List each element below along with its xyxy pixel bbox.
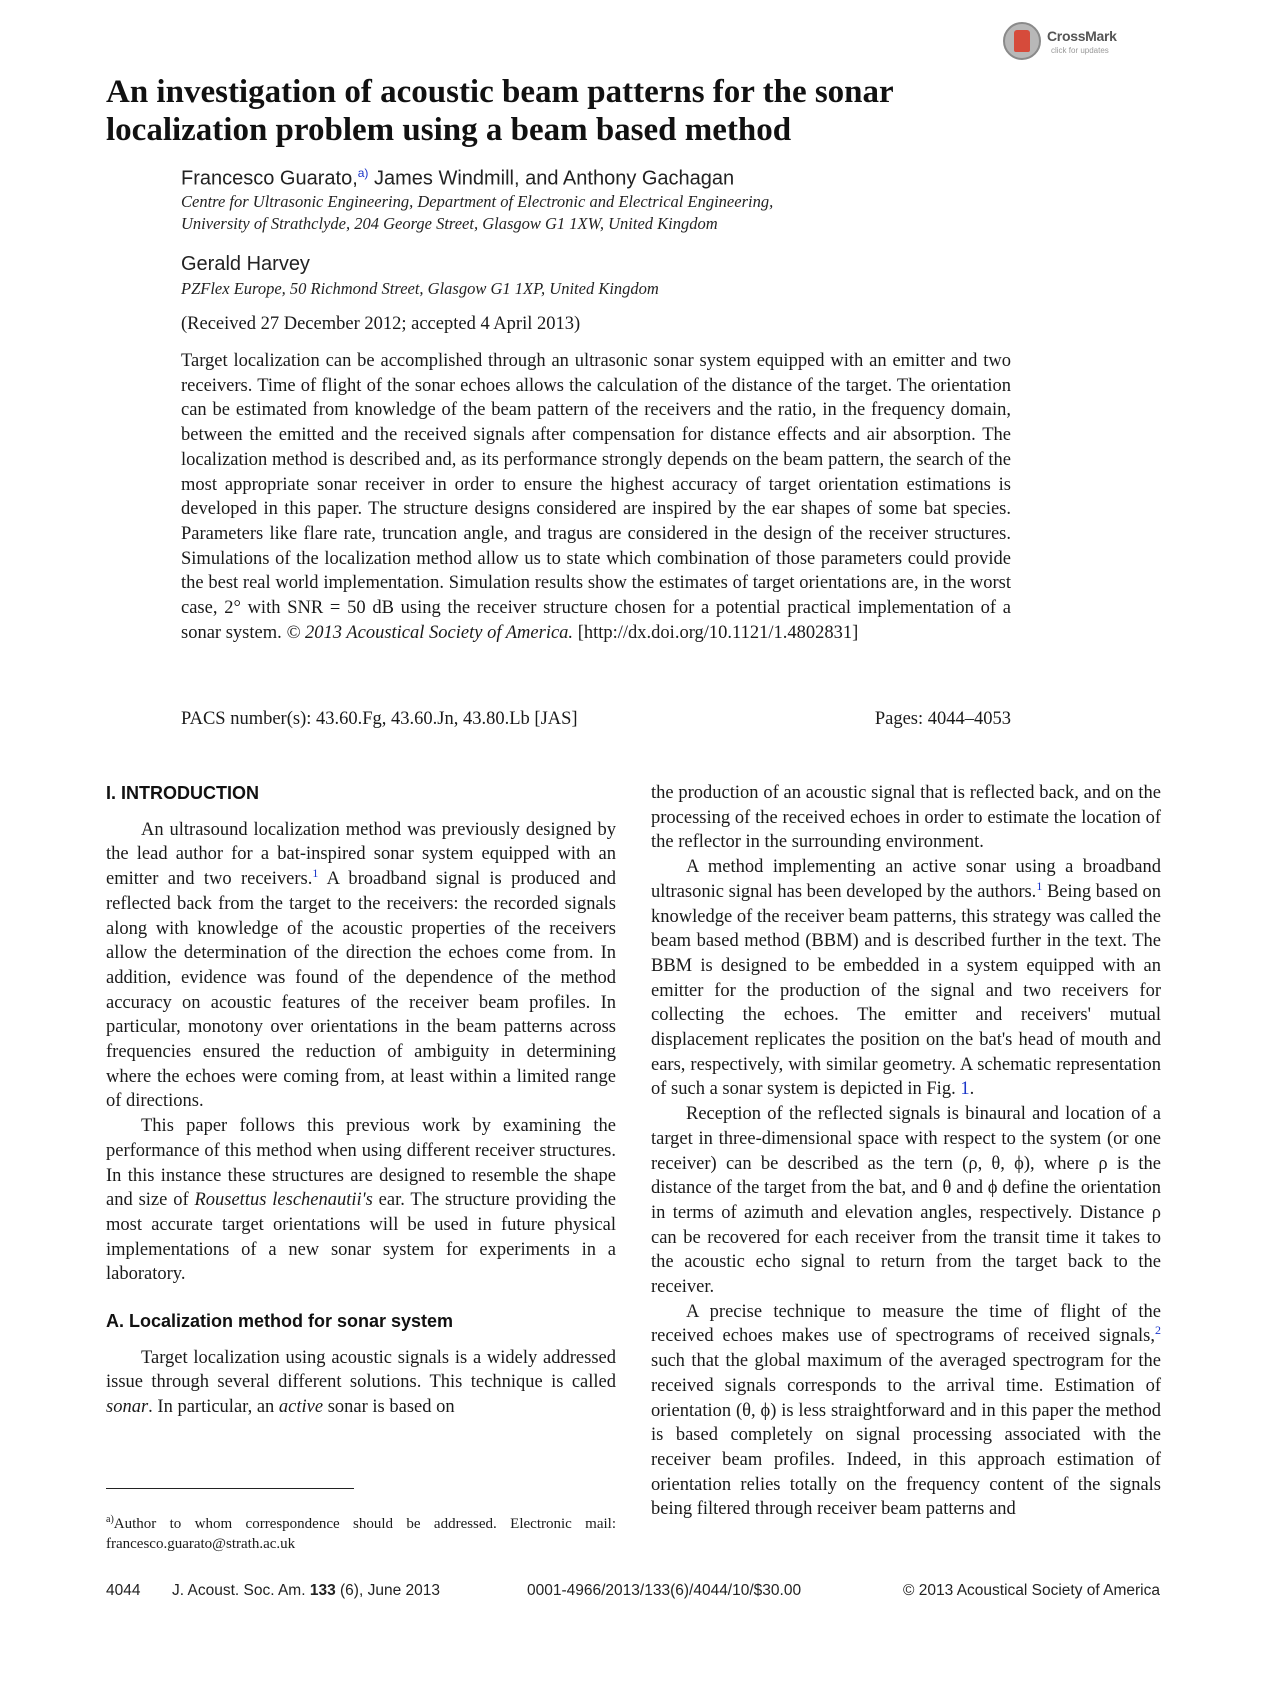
- reference-link-1[interactable]: 1: [1036, 878, 1043, 893]
- intro-paragraph-1: An ultrasound localization method was previously designed by the lead author for a bat-inspired sonar system equipped with an emitter and two receivers.$^1$ A broadband signal is produced and reflected back from the target to the receivers: the recorded signals along with knowledge of the acoustic properties of the receivers allow the determination of the direction the echoes come from. In addition, evidence was found of the dependence of the method accuracy on acoustic features of the receiver beam profiles. In particular, monotony over orientations in the beam patterns across frequencies ensured the reduction of ambiguity in determining where the echoes were coming from, at least within a limited range of directions.: [106, 819, 616, 1112]
- footer-copyright: © 2013 Acoustical Society of America: [903, 1582, 1160, 1599]
- abstract: [181, 349, 1011, 645]
- footer-article-code: 0001-4966/2013/133(6)/4044/10/$30.00: [527, 1582, 802, 1599]
- body-paragraph-reception: Reception of the reflected signals is binaural and location of a target in three-dimensional space with respect to the system (or one receiver) can be described as the tern (ρ, θ, ϕ), where ρ is the distance of the target from the bat, and θ and ϕ define the orientation in terms of azimuth and elevation angles, respectively. Distance ρ can be recovered for each receiver from the transit time it takes to the acoustic echo signal to return from the target back to the receiver.: [651, 1104, 1161, 1298]
- crossmark-label: CrossMark: [1047, 28, 1117, 44]
- reference-link-1[interactable]: 1: [312, 865, 319, 880]
- affiliation-2: PZFlex Europe, 50 Richmond Street, Glasgow G1 1XP, United Kingdom: [181, 279, 659, 298]
- author-list-1: [181, 166, 734, 191]
- right-column: [651, 781, 1161, 1522]
- reference-link-2[interactable]: 2: [1155, 1323, 1161, 1338]
- title-line-2: localization problem using a beam based method: [106, 112, 792, 148]
- author-footnote-link[interactable]: a): [357, 166, 369, 180]
- abstract-copyright: © 2013 Acoustical Society of America.: [286, 622, 574, 643]
- crossmark-sublabel: click for updates: [1051, 46, 1109, 55]
- received-dates: (Received 27 December 2012; accepted 4 April 2013): [181, 314, 581, 334]
- section-heading-introduction: I. INTRODUCTION: [106, 783, 259, 803]
- doi-link[interactable]: [http://dx.doi.org/10.1121/1.4802831]: [577, 622, 859, 643]
- left-column: [106, 781, 616, 1420]
- footer-page-number: 4044: [106, 1582, 141, 1599]
- affiliation-1-line-1: Centre for Ultrasonic Engineering, Department of Electronic and Electrical Engineering,: [181, 192, 774, 211]
- intro-paragraph-2: This paper follows this previous work by examining the performance of this method when using different receiver structures. In this instance these structures are designed to resemble the shape and size of Rousettus leschenautii's ear. The structure providing the most accurate target orientations will be used in future physical implementations of a new sonar system for experiments in a laboratory.: [106, 1116, 616, 1285]
- title-line-1: An investigation of acoustic beam patterns for the sonar: [106, 74, 894, 110]
- affiliation-1-line-2: University of Strathclyde, 204 George Street, Glasgow G1 1XW, United Kingdom: [181, 214, 718, 233]
- page-range: Pages: 4044–4053: [874, 709, 1011, 729]
- paper-title: [106, 73, 1066, 149]
- body-paragraph-bbm: A method implementing an active sonar using a broadband ultrasonic signal has been developed by the authors.$^1$ Being based on knowledge of the receiver beam patterns, this strategy was called the beam based method (BBM) and is described further in the text. The BBM is designed to be embedded in a system equipped with an emitter for the production of the signal and two receivers for collecting the echoes. The emitter and receivers' mutual displacement replicates the position on the bat's head of mouth and ears, respectively, with similar geometry. A schematic representation of such a sonar system is depicted in Fig. 1.: [651, 857, 1161, 1100]
- subsection-heading-localization: A. Localization method for sonar system: [106, 1311, 454, 1332]
- body-paragraph-continued: the production of an acoustic signal that is reflected back, and on the processing of the received echoes in order to estimate the location of the reflector in the surrounding environment.: [651, 783, 1161, 853]
- footnote-divider: [106, 1488, 354, 1489]
- abstract-text: Target localization can be accomplished through an ultrasonic sonar system equipped with an emitter and two receivers. Time of flight of the sonar echoes allows the calculation of the distance of the target. The orientation can be estimated from knowledge of the beam pattern of the receivers and the ratio, in the frequency domain, between the emitted and the received signals after compensation for distance effects and air absorption. The localization method is described and, as its performance strongly depends on the beam pattern, the search of the most appropriate sonar receiver in order to ensure the highest accuracy of target orientation estimations is developed in this paper. The structure designs considered are inspired by the ear shapes of some bat species. Parameters like flare rate, truncation angle, and tragus are considered in the design of the receiver structures. Simulations of the localization method allow us to state which combination of those parameters could provide the best real world implementation. Simulation results show the estimates of target orientations are, in the worst case, 2° with SNR = 50 dB using the receiver structure chosen for a potential practical implementation of a sonar system.: [181, 351, 1011, 643]
- author-name: Francesco Guarato,: [181, 167, 358, 190]
- localization-paragraph-1: Target localization using acoustic signals is a widely addressed issue through several different solutions. This technique is called sonar. In particular, an active sonar is based on: [106, 1347, 616, 1418]
- figure-link-1[interactable]: 1: [960, 1079, 970, 1100]
- footer-journal: J. Acoust. Soc. Am. 133 (6), June 2013: [172, 1582, 440, 1599]
- author-list-2: Gerald Harvey: [181, 253, 310, 275]
- footnote-text: Author to whom correspondence should be addressed. Electronic mail: francesco.guarato@strath.ac.uk: [106, 1516, 616, 1552]
- footnote: [106, 1510, 616, 1554]
- footnote-mark: a): [106, 1514, 114, 1525]
- coauthors: James Windmill, and Anthony Gachagan: [368, 167, 735, 190]
- body-paragraph-time-of-flight: A precise technique to measure the time of flight of the received echoes makes use of spectrograms of received signals,$^2$ such that the global maximum of the averaged spectrogram for the received signals corresponds to the arrival time. Estimation of orientation (θ, ϕ) is less straightforward and in this paper the method is based completely on signal processing associated with the receiver beam profiles. Indeed, in this approach estimation of orientation relies totally on the frequency content of the signals being filtered through receiver beam patterns and: [651, 1301, 1161, 1520]
- crossmark-icon: [1003, 22, 1041, 60]
- pacs-numbers: PACS number(s): 43.60.Fg, 43.60.Jn, 43.80.Lb [JAS]: [181, 709, 578, 729]
- crossmark-badge[interactable]: [1003, 20, 1117, 64]
